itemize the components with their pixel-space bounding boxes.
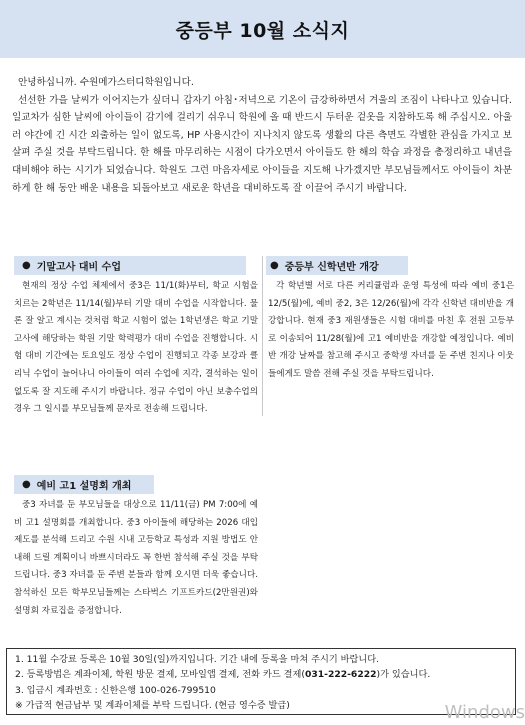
briefing-section-heading — [14, 475, 154, 494]
exam-section-text — [14, 278, 258, 419]
intro-section — [12, 74, 512, 197]
bullet-icon: ● — [22, 260, 31, 271]
notice-line-4: ※ 가급적 현금납부 및 계좌이체를 부탁 드립니다. (현금 영수증 발급) — [15, 700, 290, 712]
exam-text: 현재의 정상 수업 체제에서 중3은 11/1(화)부터, 학교 시험을 치르는 2학년은 11/14(월)부터 기말 대비 수업을 시작합니다. 물론 잘 알고 계시는 것처럼 학교 시험이 없는 1학년생은 학교 기말고사에 해당하는 학원 기말 학력평가 대비 수업을 진행합니다. 시험 대비 기간에는 토요일도 정상 수업이 진행되고 각종 보강과 클리닉 수업이 늘어나니 아이들이 여러 수업에 지각, 결석하는 일이 없도록 잘 지도해 주시기 바랍니다. 정규 수업이 아닌 보충수업의 경우 그 일시를 부모님들께 문자로 전송해 드립니다. — [14, 281, 258, 415]
title-bar — [0, 0, 525, 58]
notice-line-3: 3. 입금시 계좌번호 : 신한은행 100-026-799510 — [15, 684, 216, 696]
intro-body: 선선한 가을 날씨가 이어지는가 싶더니 갑자기 아침･저녁으로 기온이 급강하하면서 겨울의 조짐이 나타나고 있습니다. 일교차가 심한 날씨에 아이들이 감기에 걸리기 쉬우니 학원에 올 때 반드시 두터운 겉옷을 지참하도록 해 주십시오. 아울러 야간에 긴 시간 외출하는 일이 없도록, HP 사용시간이 지나치지 않도록 생활의 다른 측면도 각별한 관심을 가지고 보살펴 주실 것을 부탁드립니다. 한 해를 마무리하는 시점이 다가오면서 아이들도 한 해의 학습 과정을 총정리하고 내년을 대비해야 하는 시기가 되었습니다. 학원도 그런 마음자세로 아이들을 지도해 나가겠지만 부모님들께서도 아이들이 차분하게 한 해 동안 배운 내용을 되돌아보고 새로운 학년을 대비하도록 잘 이끌어 주시기 바랍니다. — [12, 94, 512, 194]
newclass-text: 각 학년별 서로 다른 커리큘럼과 운영 특성에 따라 예비 중1은 12/5(월)에, 예비 중2, 3은 12/26(월)에 각각 신학년 대비반을 개강합니다. 현재 중3 재원생들은 시험 대비를 마친 후 전원 고등부로 이송되어 11/28(월)에 고1 예비반을 개강할 예정입니다. 예비반 개강 날짜를 참고해 주시고 중학생 자녀를 둔 주변 친지나 이웃들에게도 말씀 전해 주실 것을 부탁드립니다. — [268, 281, 514, 379]
exam-heading-text: 기말고사 대비 수업 — [36, 262, 121, 273]
newclass-heading-text: 중등부 신학년반 개강 — [284, 262, 379, 273]
bullet-icon: ● — [270, 260, 279, 271]
windows-watermark: Windows — [444, 702, 525, 723]
page-title: 중등부 10월 소식지 — [175, 19, 350, 42]
notice-line-2-text: 2. 등록방법은 계좌이체, 학원 방문 결제, 모바일앱 결제, 전화 카드 결제( — [15, 669, 305, 681]
bullet-icon: ● — [22, 479, 31, 490]
notice-line-2-end: )가 있습니다. — [376, 669, 431, 681]
payment-notice-box — [6, 648, 516, 715]
intro-greeting: 안녕하십니까. 수원메가스터디학원입니다. — [18, 77, 194, 88]
exam-section-heading — [14, 256, 246, 275]
briefing-section-text — [14, 497, 258, 620]
briefing-text: 중3 자녀를 둔 부모님들을 대상으로 11/11(금) PM 7:00에 예비 고1 설명회를 개최합니다. 중3 아이들에 해당하는 2026 대입 제도를 분석해 드리고 수원 시내 고등학교 특성과 지원 방법도 안내해 드릴 계획이니 바쁘시더라도 꼭 한번 참석해 주실 것을 부탁드립니다. 중3 자녀를 둔 주변 분들과 함께 오시면 더욱 좋습니다. 참석하신 모든 학부모님들께는 스타벅스 기프트카드(2만원권)와 설명회 자료집을 증정합니다. — [14, 500, 258, 616]
column-divider — [262, 256, 263, 416]
notice-line-1: 1. 11월 수강료 등록은 10월 30일(일)까지입니다. 기간 내에 등록을 마쳐 주시기 바랍니다. — [15, 654, 380, 665]
notice-phone: 031-222-6222 — [304, 669, 377, 681]
newclass-section-text — [268, 278, 514, 384]
notice-line-2 — [15, 667, 507, 682]
briefing-heading-text: 예비 고1 설명회 개최 — [36, 481, 132, 492]
newclass-section-heading — [266, 256, 408, 275]
